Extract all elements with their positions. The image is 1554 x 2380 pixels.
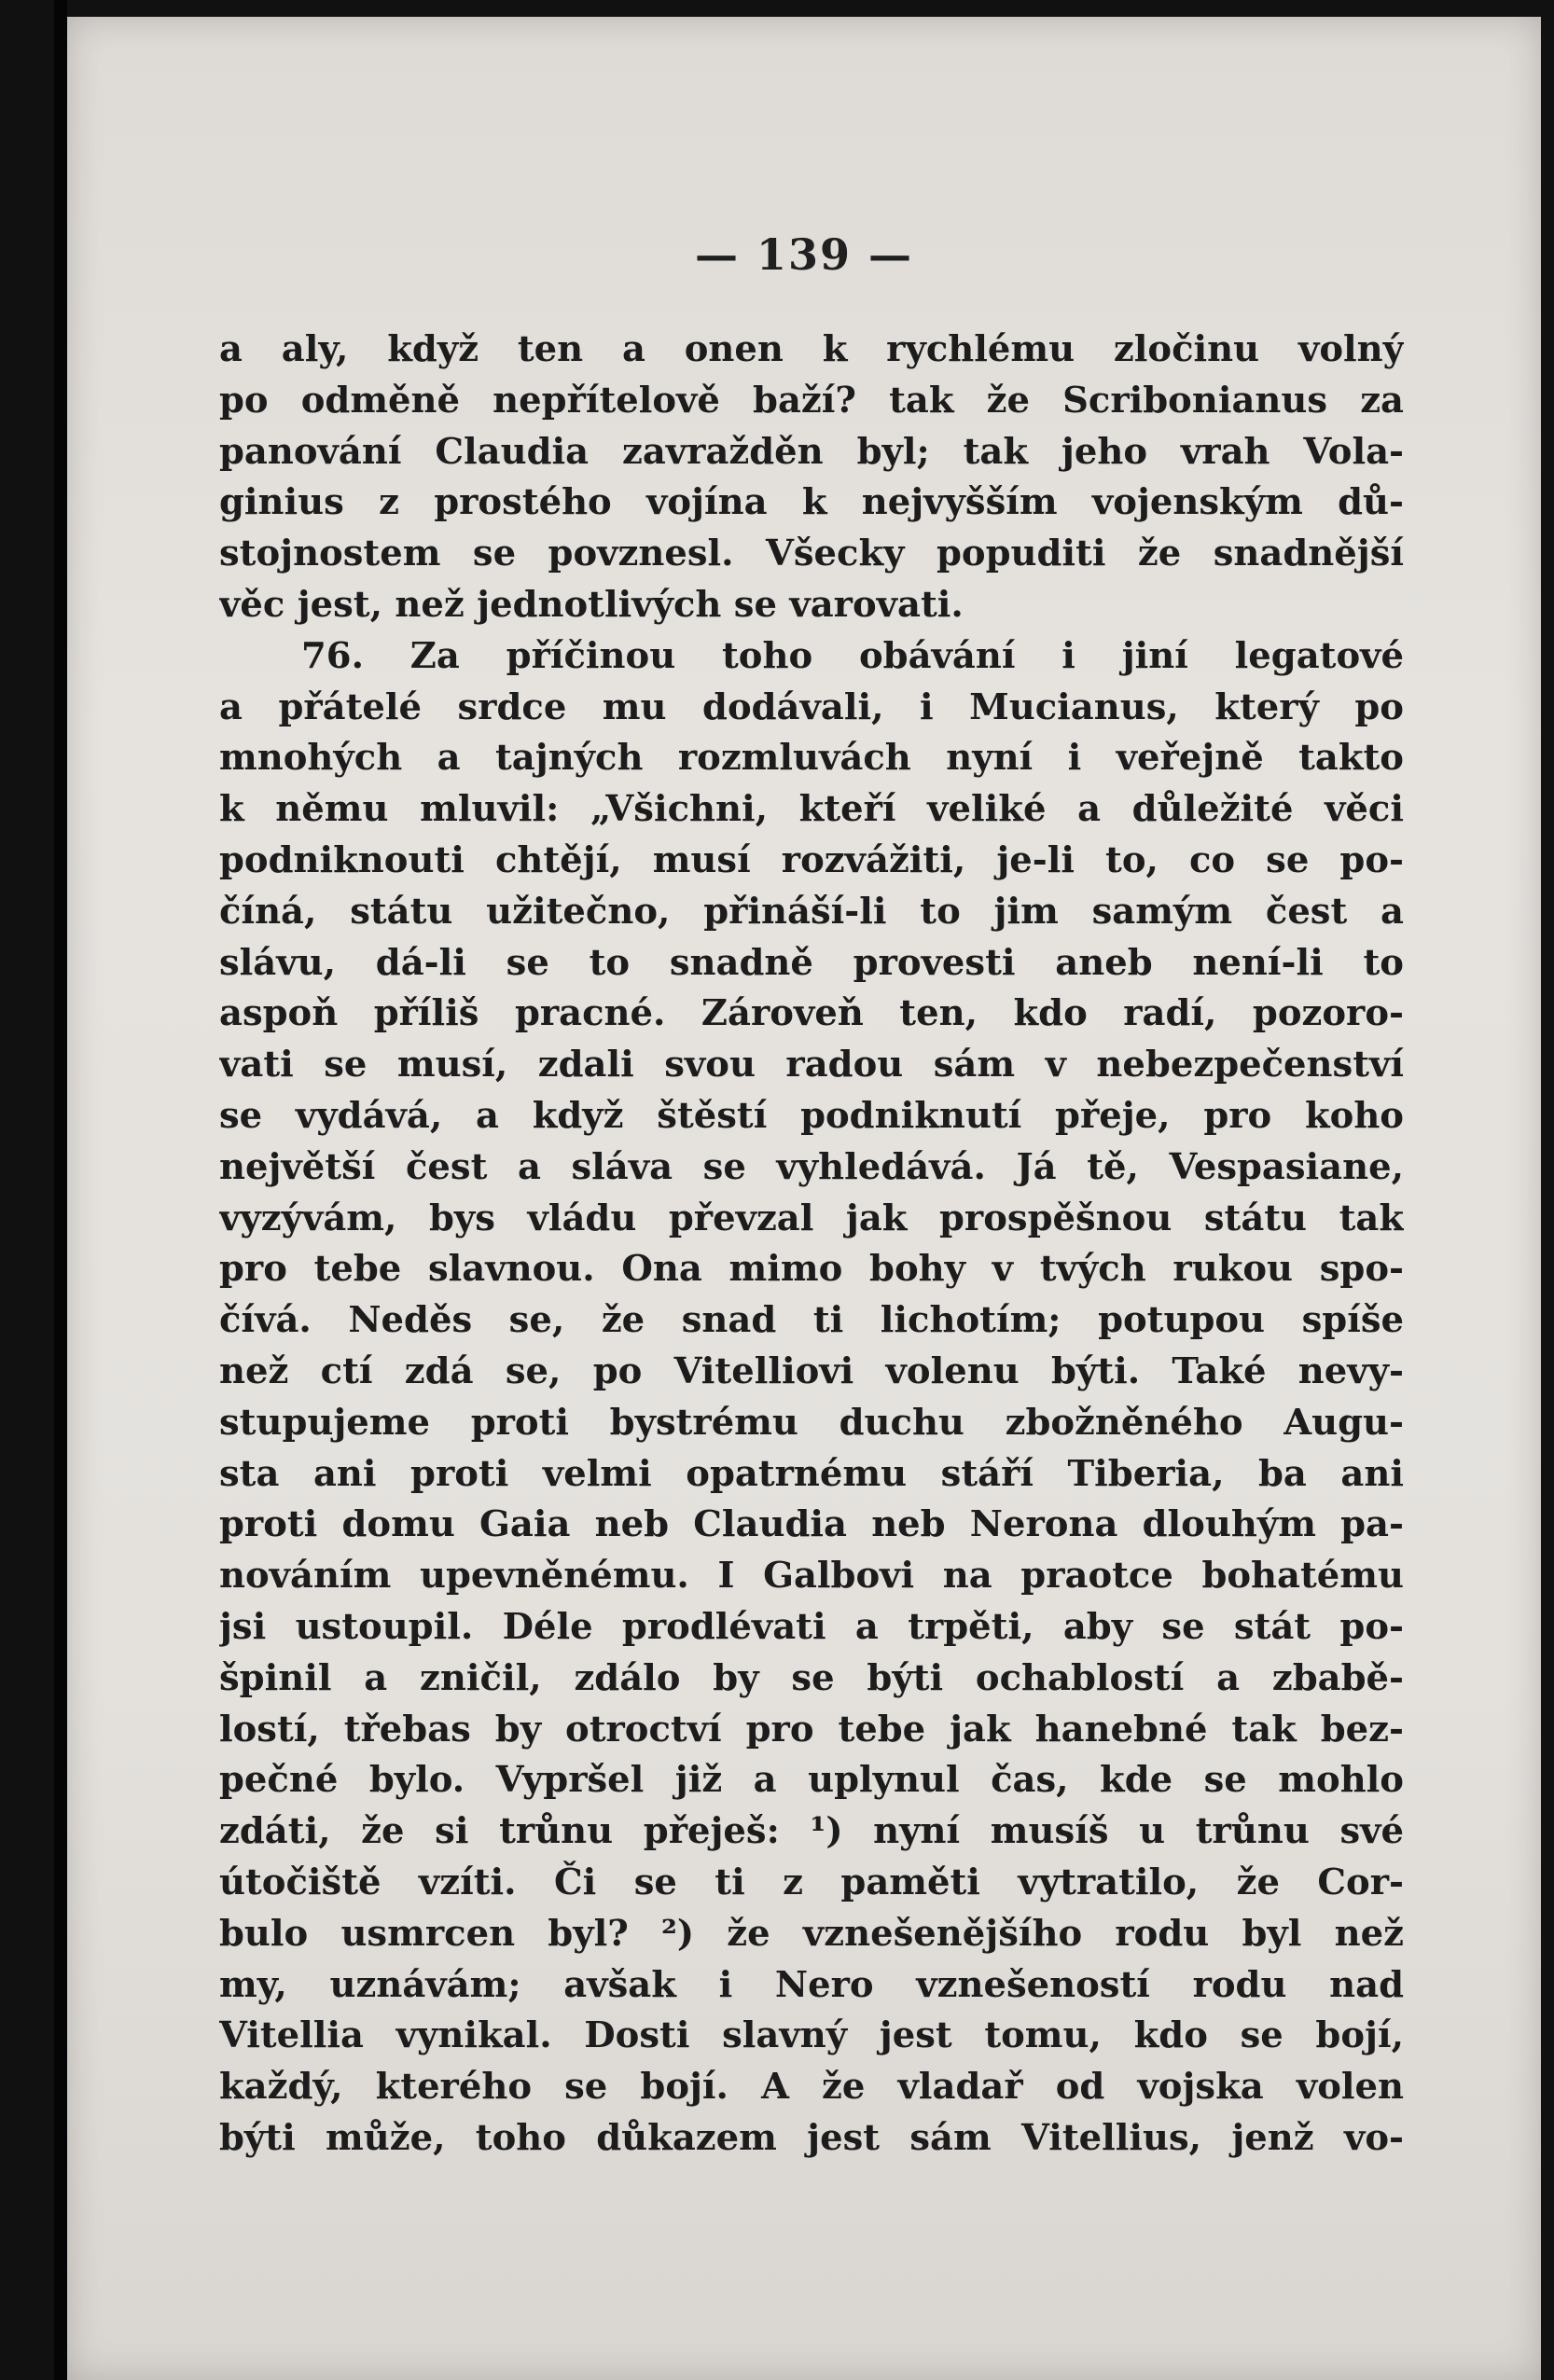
text-line: se vydává, a když štěstí podniknutí přeje, pro koho [219, 1094, 1404, 1137]
text-line: stojnostem se povznesl. Všecky popuditi že snadnější [219, 533, 1404, 575]
text-line: ginius z prostého vojína k nejvyšším vojenským dů- [219, 481, 1404, 524]
text-line: útočiště vzíti. Či se ti z paměti vytratilo, že Cor- [219, 1861, 1404, 1903]
text-line: proti domu Gaia neb Claudia neb Nerona dlouhým pa- [219, 1503, 1404, 1546]
text-line: největší čest a sláva se vyhledává. Já tě, Vespasiane, [219, 1145, 1404, 1188]
text-line: jsi ustoupil. Déle prodlévati a trpěti, aby se stát po- [219, 1605, 1404, 1648]
text-line: čívá. Neděs se, že snad ti lichotím; potupou spíše [219, 1299, 1404, 1342]
section-start-line: 76. Za příčinou toho obávání i jiní legatové [301, 634, 1404, 677]
text-line: a přátelé srdce mu dodávali, i Mucianus, který po [219, 685, 1404, 728]
text-line: aspoň příliš pracné. Zároveň ten, kdo radí, pozoro- [219, 992, 1404, 1035]
text-line: pro tebe slavnou. Ona mimo bohy v tvých rukou spo- [219, 1248, 1404, 1291]
text-line: zdáti, že si trůnu přeješ: ¹) nyní musíš u trůnu své [219, 1810, 1404, 1853]
text-line: číná, státu užitečno, přináší-li to jim samým čest a [219, 890, 1404, 933]
text-line: panování Claudia zavražděn byl; tak jeho vrah Vola- [219, 430, 1404, 473]
text-line: stupujeme proti bystrému duchu zbožněného Augu- [219, 1401, 1404, 1444]
body-text [219, 325, 1404, 2165]
text-line: špinil a zničil, zdálo by se býti ochablostí a zbabě- [219, 1656, 1404, 1699]
text-line: bulo usmrcen byl? ²) že vznešenějšího rodu byl než [219, 1912, 1404, 1955]
text-line: slávu, dá-li se to snadně provesti aneb není-li to [219, 941, 1404, 984]
text-line: pečné bylo. Vypršel již a uplynul čas, kde se mohlo [219, 1759, 1404, 1802]
text-line: a aly, když ten a onen k rychlému zločinu volný [219, 328, 1404, 370]
text-line: býti může, toho důkazem jest sám Vitellius, jenž vo- [219, 2116, 1404, 2159]
page-number-header: — 139 — [694, 229, 914, 280]
text-line: lostí, třebas by otroctví pro tebe jak hanebné tak bez- [219, 1708, 1404, 1750]
text-line: vyzývám, bys vládu převzal jak prospěšnou státu tak [219, 1197, 1404, 1239]
text-line: věc jest, než jednotlivých se varovati. [219, 583, 964, 626]
text-line: sta ani proti velmi opatrnému stáří Tiberia, ba ani [219, 1452, 1404, 1495]
book-page [67, 17, 1541, 2380]
text-line: každý, kterého se bojí. A že vladař od vojska volen [219, 2066, 1404, 2109]
text-line: vati se musí, zdali svou radou sám v nebezpečenství [219, 1044, 1404, 1086]
text-line: Vitellia vynikal. Dosti slavný jest tomu, kdo se bojí, [219, 2014, 1404, 2057]
text-line: než ctí zdá se, po Vitelliovi volenu býti. Také nevy- [219, 1349, 1404, 1392]
text-line: my, uznávám; avšak i Nero vznešeností rodu nad [219, 1963, 1404, 2006]
text-line: nováním upevněnému. I Galbovi na praotce bohatému [219, 1555, 1404, 1598]
text-line: po odměně nepřítelově baží? tak že Scribonianus za [219, 379, 1404, 422]
text-line: k němu mluvil: „Všichni, kteří veliké a důležité věci [219, 788, 1404, 831]
binding-edge [54, 0, 67, 2380]
text-line: mnohých a tajných rozmluvách nyní i veřejně takto [219, 737, 1404, 780]
text-line: podniknouti chtějí, musí rozvážiti, je-li to, co se po- [219, 838, 1404, 881]
